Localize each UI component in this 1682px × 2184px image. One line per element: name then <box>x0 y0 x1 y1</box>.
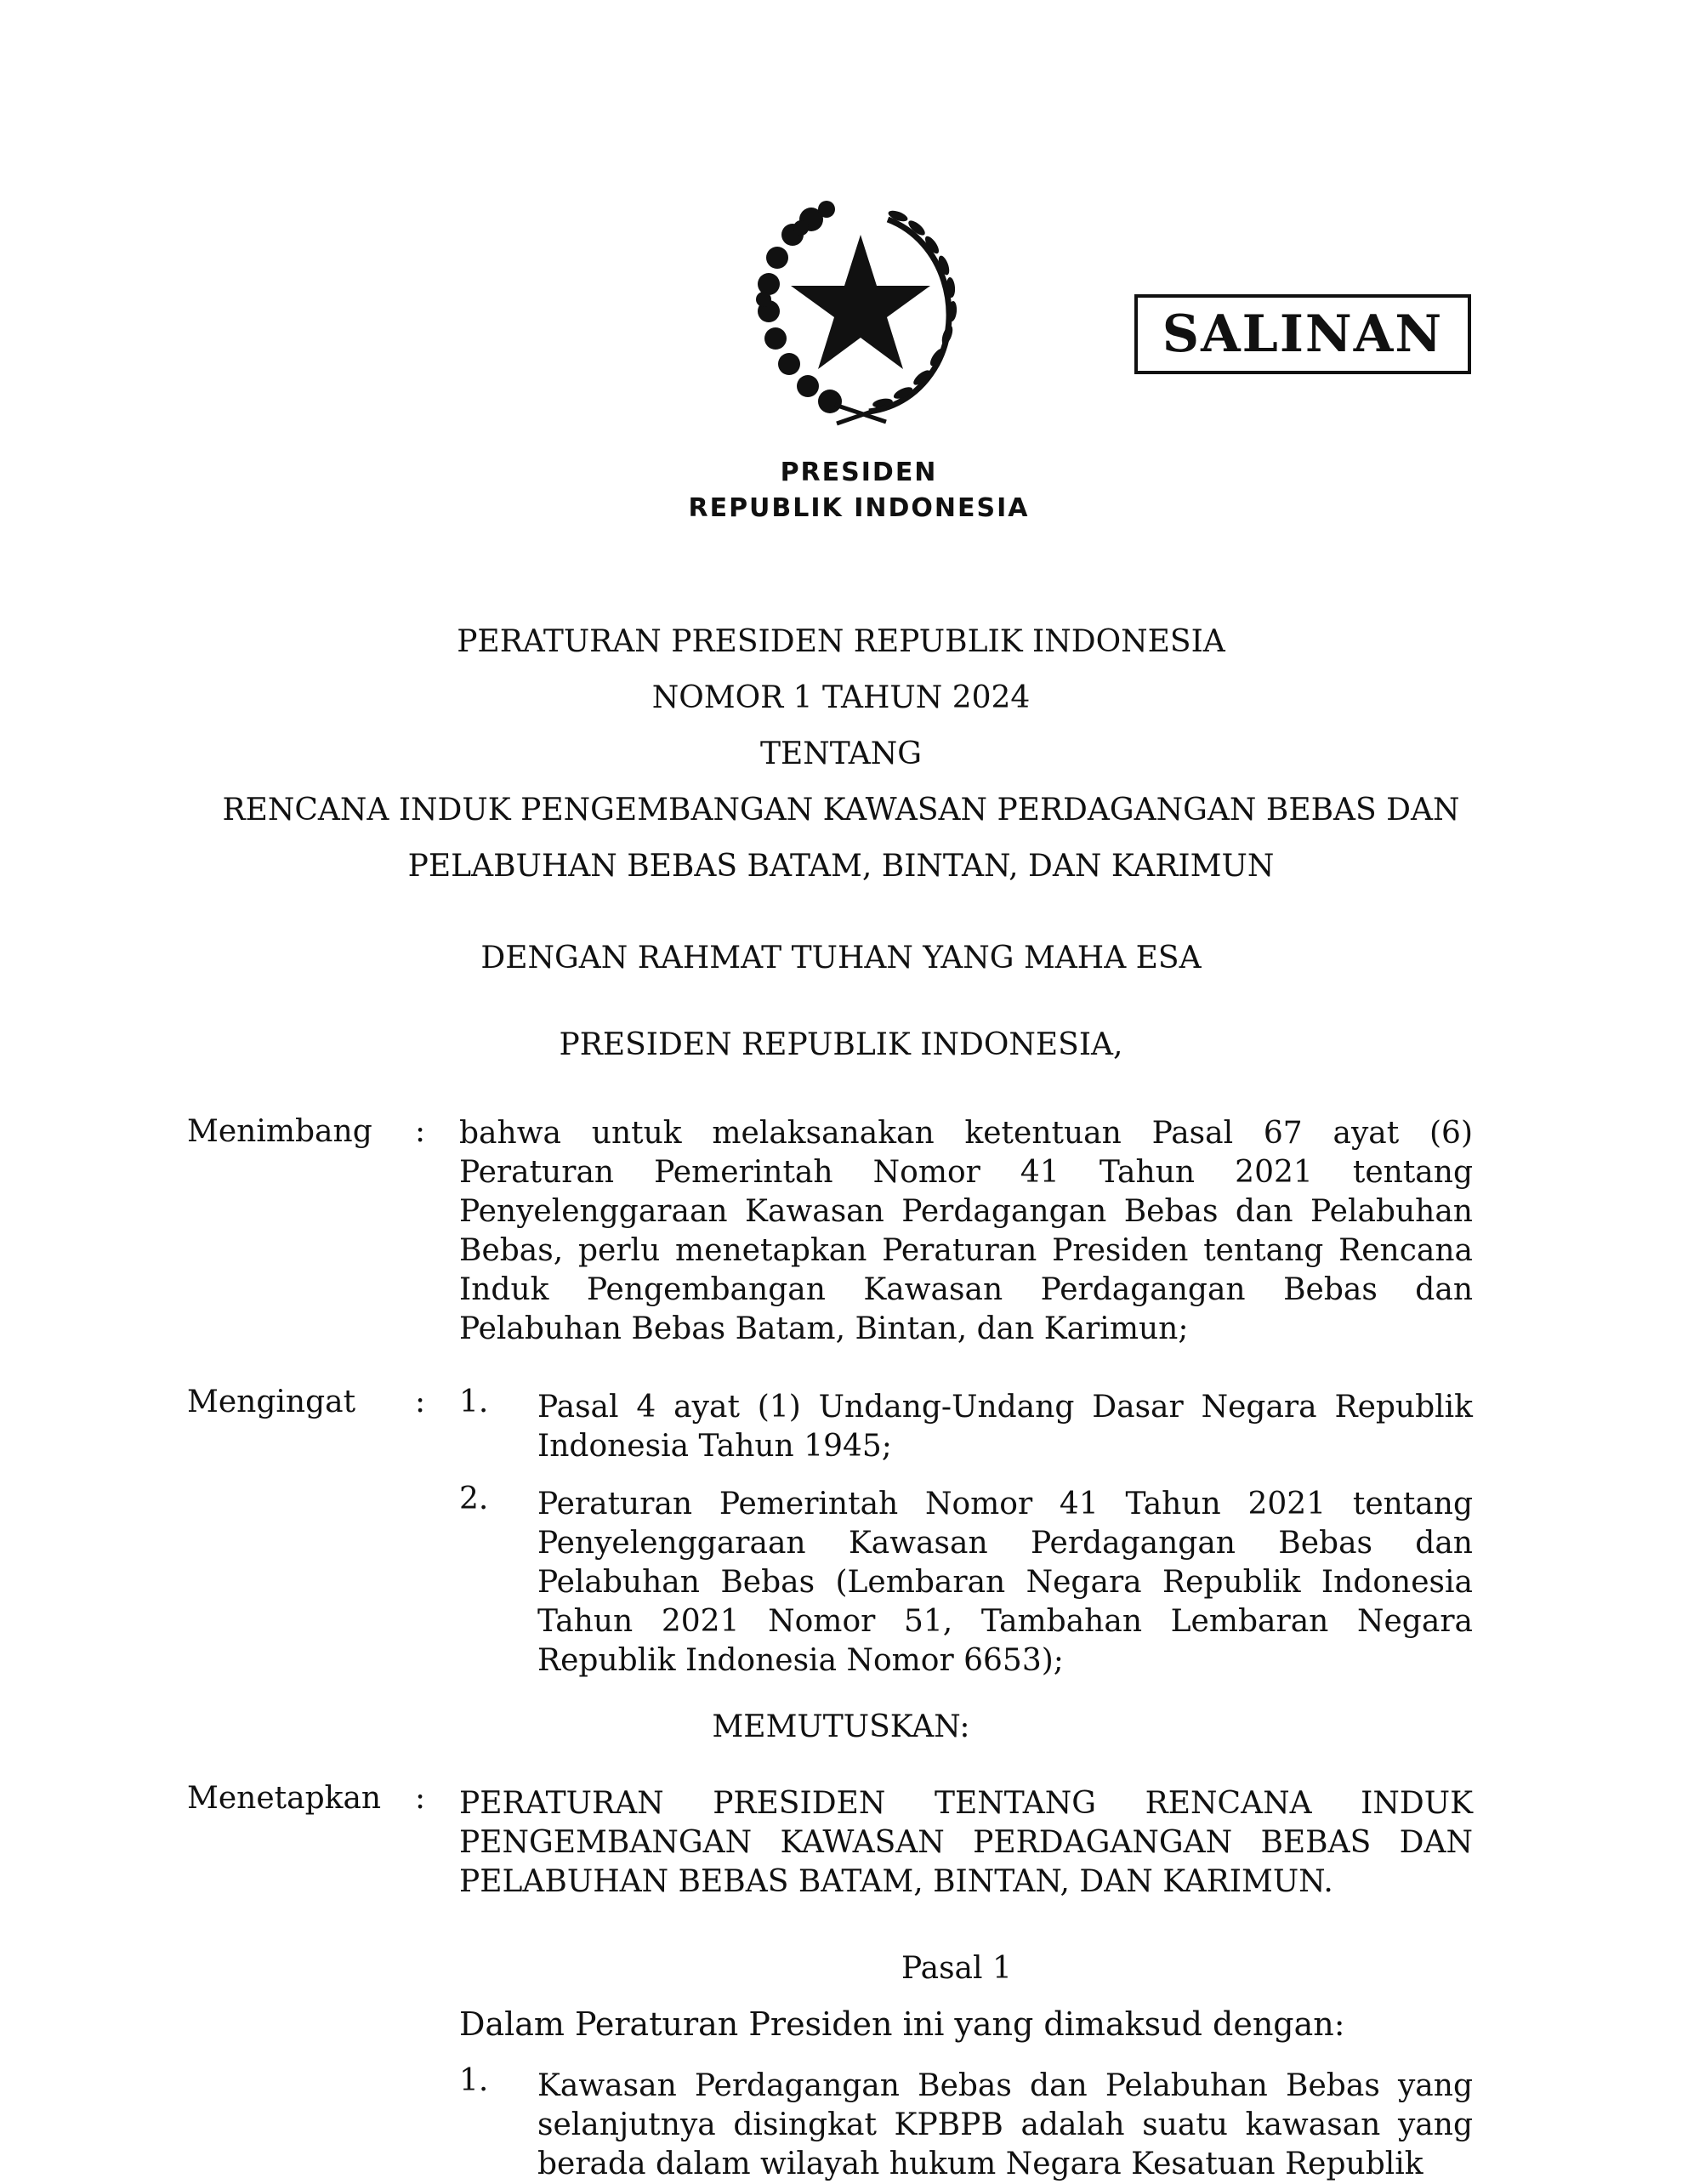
title-line-5: PELABUHAN BEBAS BATAM, BINTAN, DAN KARIMUN <box>407 849 1275 884</box>
mengingat-item-text: Pasal 4 ayat (1) Undang-Undang Dasar Negara Republik Indonesia Tahun 1945; <box>537 1390 1473 1464</box>
title-line-3: TENTANG <box>759 737 923 771</box>
title-line-4: RENCANA INDUK PENGEMBANGAN KAWASAN PERDAGANGAN BEBAS DAN <box>222 793 1460 828</box>
menetapkan-label: Menetapkan <box>187 1781 382 1816</box>
title-line-1: PERATURAN PRESIDEN REPUBLIK INDONESIA <box>457 624 1225 659</box>
menimbang-label: Menimbang <box>187 1114 372 1149</box>
pasal-1-item-number: 1. <box>459 2063 489 2098</box>
pasal-1-heading: Pasal 1 <box>901 1951 1012 1986</box>
president-line: PRESIDEN REPUBLIK INDONESIA, <box>559 1027 1123 1062</box>
mengingat-item-number: 1. <box>459 1385 489 1419</box>
menimbang-colon: : <box>415 1114 426 1149</box>
menimbang-text: bahwa untuk melaksanakan ketentuan Pasal 67 ayat (6) Peraturan Pemerintah Nomor 41 Tahun 2021 tentang Penyelenggaraan Kawasan Perdagangan Bebas dan Pelabuhan Bebas, perlu menetapkan Peraturan Presiden tentang Rencana Induk Pengembangan Kawasan Perdagangan Bebas dan Pelabuhan Bebas Batam, Bintan, dan Karimun; <box>459 1116 1473 1346</box>
mengingat-item-text: Peraturan Pemerintah Nomor 41 Tahun 2021 tentang Penyelenggaraan Kawasan Perdagangan Bebas dan Pelabuhan Bebas (Lembaran Negara Republik Indonesia Tahun 2021 Nomor 51, Tambahan Lembaran Negara Republik Indonesia Nomor 6653); <box>537 1487 1473 1678</box>
mengingat-label: Mengingat <box>187 1385 356 1419</box>
menetapkan-text: PERATURAN PRESIDEN TENTANG RENCANA INDUK PENGEMBANGAN KAWASAN PERDAGANGAN BEBAS DAN PELABUHAN BEBAS BATAM, BINTAN, DAN KARIMUN. <box>459 1786 1473 1899</box>
rahmat-line: DENGAN RAHMAT TUHAN YANG MAHA ESA <box>480 941 1202 975</box>
header-presiden: PRESIDEN <box>780 458 938 487</box>
pasal-1-item-text: Kawasan Perdagangan Bebas dan Pelabuhan Bebas yang selanjutnya disingkat KPBPB adalah suatu kawasan yang berada dalam wilayah hukum Negara Kesatuan Republik <box>537 2068 1473 2181</box>
menetapkan-colon: : <box>415 1781 426 1816</box>
memutuskan-heading: MEMUTUSKAN: <box>712 1709 970 1744</box>
presidential-emblem <box>742 194 980 432</box>
pasal-1-intro: Dalam Peraturan Presiden ini yang dimaksud dengan: <box>459 2005 1345 2043</box>
mengingat-colon: : <box>415 1385 426 1419</box>
header-republik-indonesia: REPUBLIK INDONESIA <box>688 493 1030 523</box>
salinan-stamp: SALINAN <box>1134 294 1471 374</box>
mengingat-item-number: 2. <box>459 1482 489 1516</box>
title-line-2: NOMOR 1 TAHUN 2024 <box>651 680 1031 715</box>
